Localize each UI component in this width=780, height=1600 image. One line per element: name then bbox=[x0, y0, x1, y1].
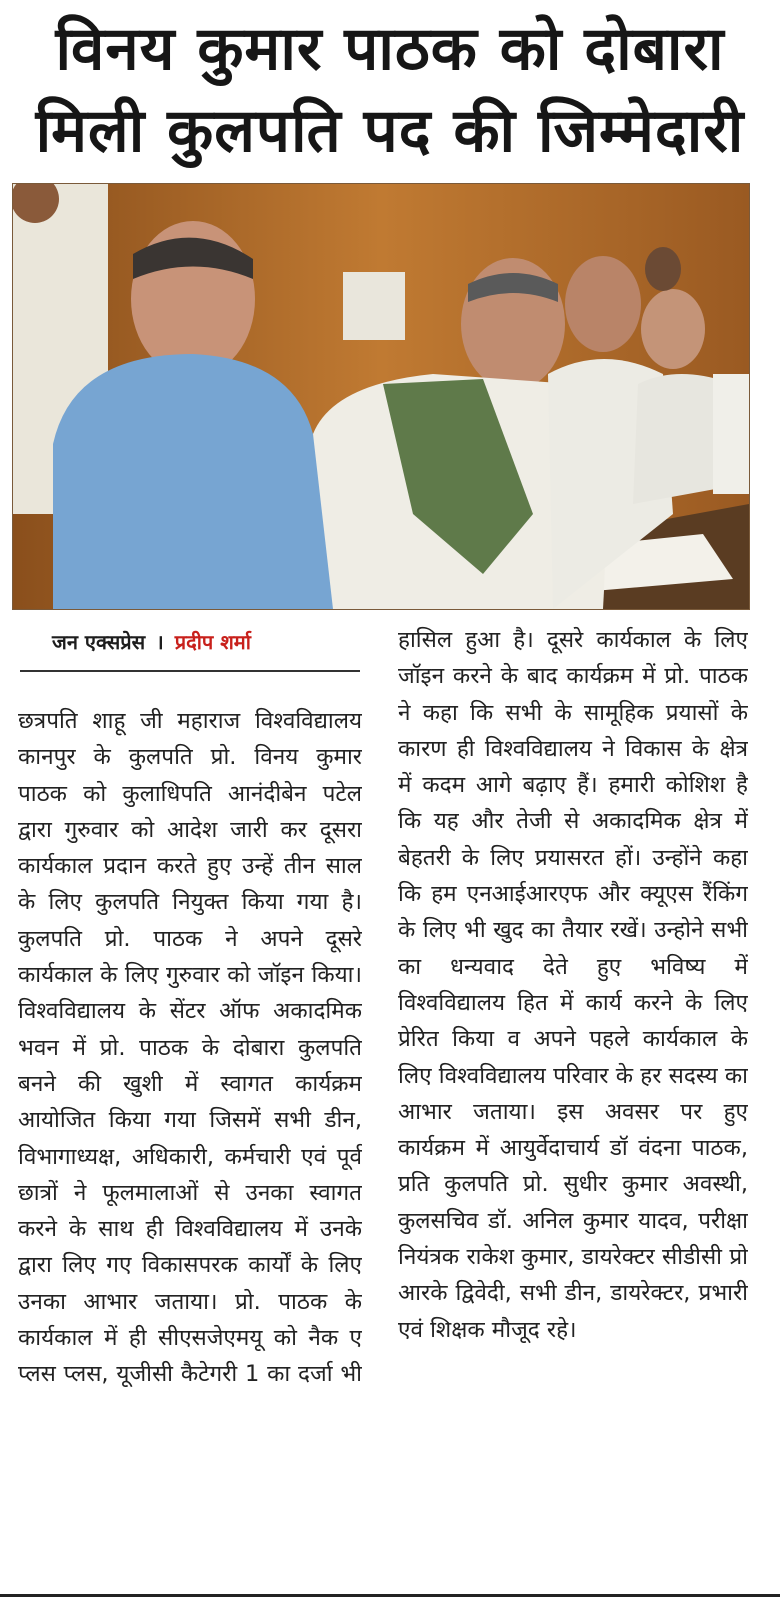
author-name: प्रदीप शर्मा bbox=[174, 630, 251, 654]
article-column-left bbox=[18, 703, 362, 1593]
wall-notice bbox=[343, 272, 405, 340]
byline-separator: । bbox=[156, 630, 164, 654]
bottom-divider bbox=[0, 1594, 780, 1597]
headline-line-2: मिली कुलपति पद की जिम्मेदारी bbox=[35, 96, 745, 166]
headline-line-1: विनय कुमार पाठक को दोबारा bbox=[55, 14, 725, 84]
person-right-1-head bbox=[565, 256, 641, 352]
photo-illustration bbox=[13, 184, 749, 609]
publication-name: जन एक्सप्रेस bbox=[52, 630, 146, 654]
byline-divider bbox=[20, 670, 360, 672]
news-photo bbox=[12, 183, 750, 610]
byline bbox=[52, 622, 364, 662]
headline bbox=[0, 8, 780, 172]
person-right-2-head bbox=[641, 289, 705, 369]
article-text-left: छत्रपति शाहू जी महाराज विश्वविद्यालय कानपुर के कुलपति प्रो. विनय कुमार पाठक को कुलाधिपति आनंदीबेन पटेल द्वारा गुरुवार को आदेश जारी कर दूसरा कार्यकाल प्रदान करते हुए उन्हें तीन साल के लिए कुलपति नियुक्त किया गया है। कुलपति प्रो. पाठक ने अपने दूसरे कार्यकाल के लिए गुरुवार को जॉइन किया। विश्वविद्यालय के सेंटर ऑफ अकादमिक भवन में प्रो. पाठक के दोबारा कुलपति बनने की खुशी में स्वागत कार्यक्रम आयोजित किया गया जिसमें सभी डीन, विभागाध्यक्ष, अधिकारी, कर्मचारी एवं पूर्व छात्रों ने फूलमालाओं से उनका स्वागत करने के साथ ही विश्वविद्यालय में उनके द्वारा लिए गए विकासपरक कार्यों के लिए उनका आभार जताया। प्रो. पाठक के कार्यकाल में ही सीएसजेएमयू को नैक ए प्लस प्लस, यूजीसी कैटेगरी 1 का दर्जा भी bbox=[18, 708, 362, 1388]
article-column-right bbox=[398, 622, 748, 1594]
article-text-right: हासिल हुआ है। दूसरे कार्यकाल के लिए जॉइन करने के बाद कार्यक्रम में प्रो. पाठक ने कहा कि सभी के सामूहिक प्रयासों के कारण ही विश्वविद्यालय ने विकास के क्षेत्र में कदम आगे बढ़ाए हैं। हमारी कोशिश है कि यह और तेजी से अकादमिक क्षेत्र में बेहतरी के लिए प्रयासरत हों। उन्होंने कहा कि हम एनआईआरएफ और क्यूएस रैंकिंग के लिए भी खुद का तैयार रखें। उन्होने सभी का धन्यवाद देते हुए भविष्य में विश्वविद्यालय हित में कार्य करने के लिए प्रेरित किया व अपने पहले कार्यकाल के लिए विश्वविद्यालय परिवार के हर सदस्य का आभार जताया। इस अवसर पर हुए कार्यक्रम में आयुर्वेदाचार्य डॉ वंदना पाठक, प्रति कुलपति प्रो. सुधीर कुमार अवस्थी, कुलसचिव डॉ. अनिल कुमार यादव, परीक्षा नियंत्रक राकेश कुमार, डायरेक्टर सीडीसी प्रो आरके द्विवेदी, सभी डीन, डायरेक्टर, प्रभारी एवं शिक्षक मौजूद रहे। bbox=[398, 627, 748, 1343]
